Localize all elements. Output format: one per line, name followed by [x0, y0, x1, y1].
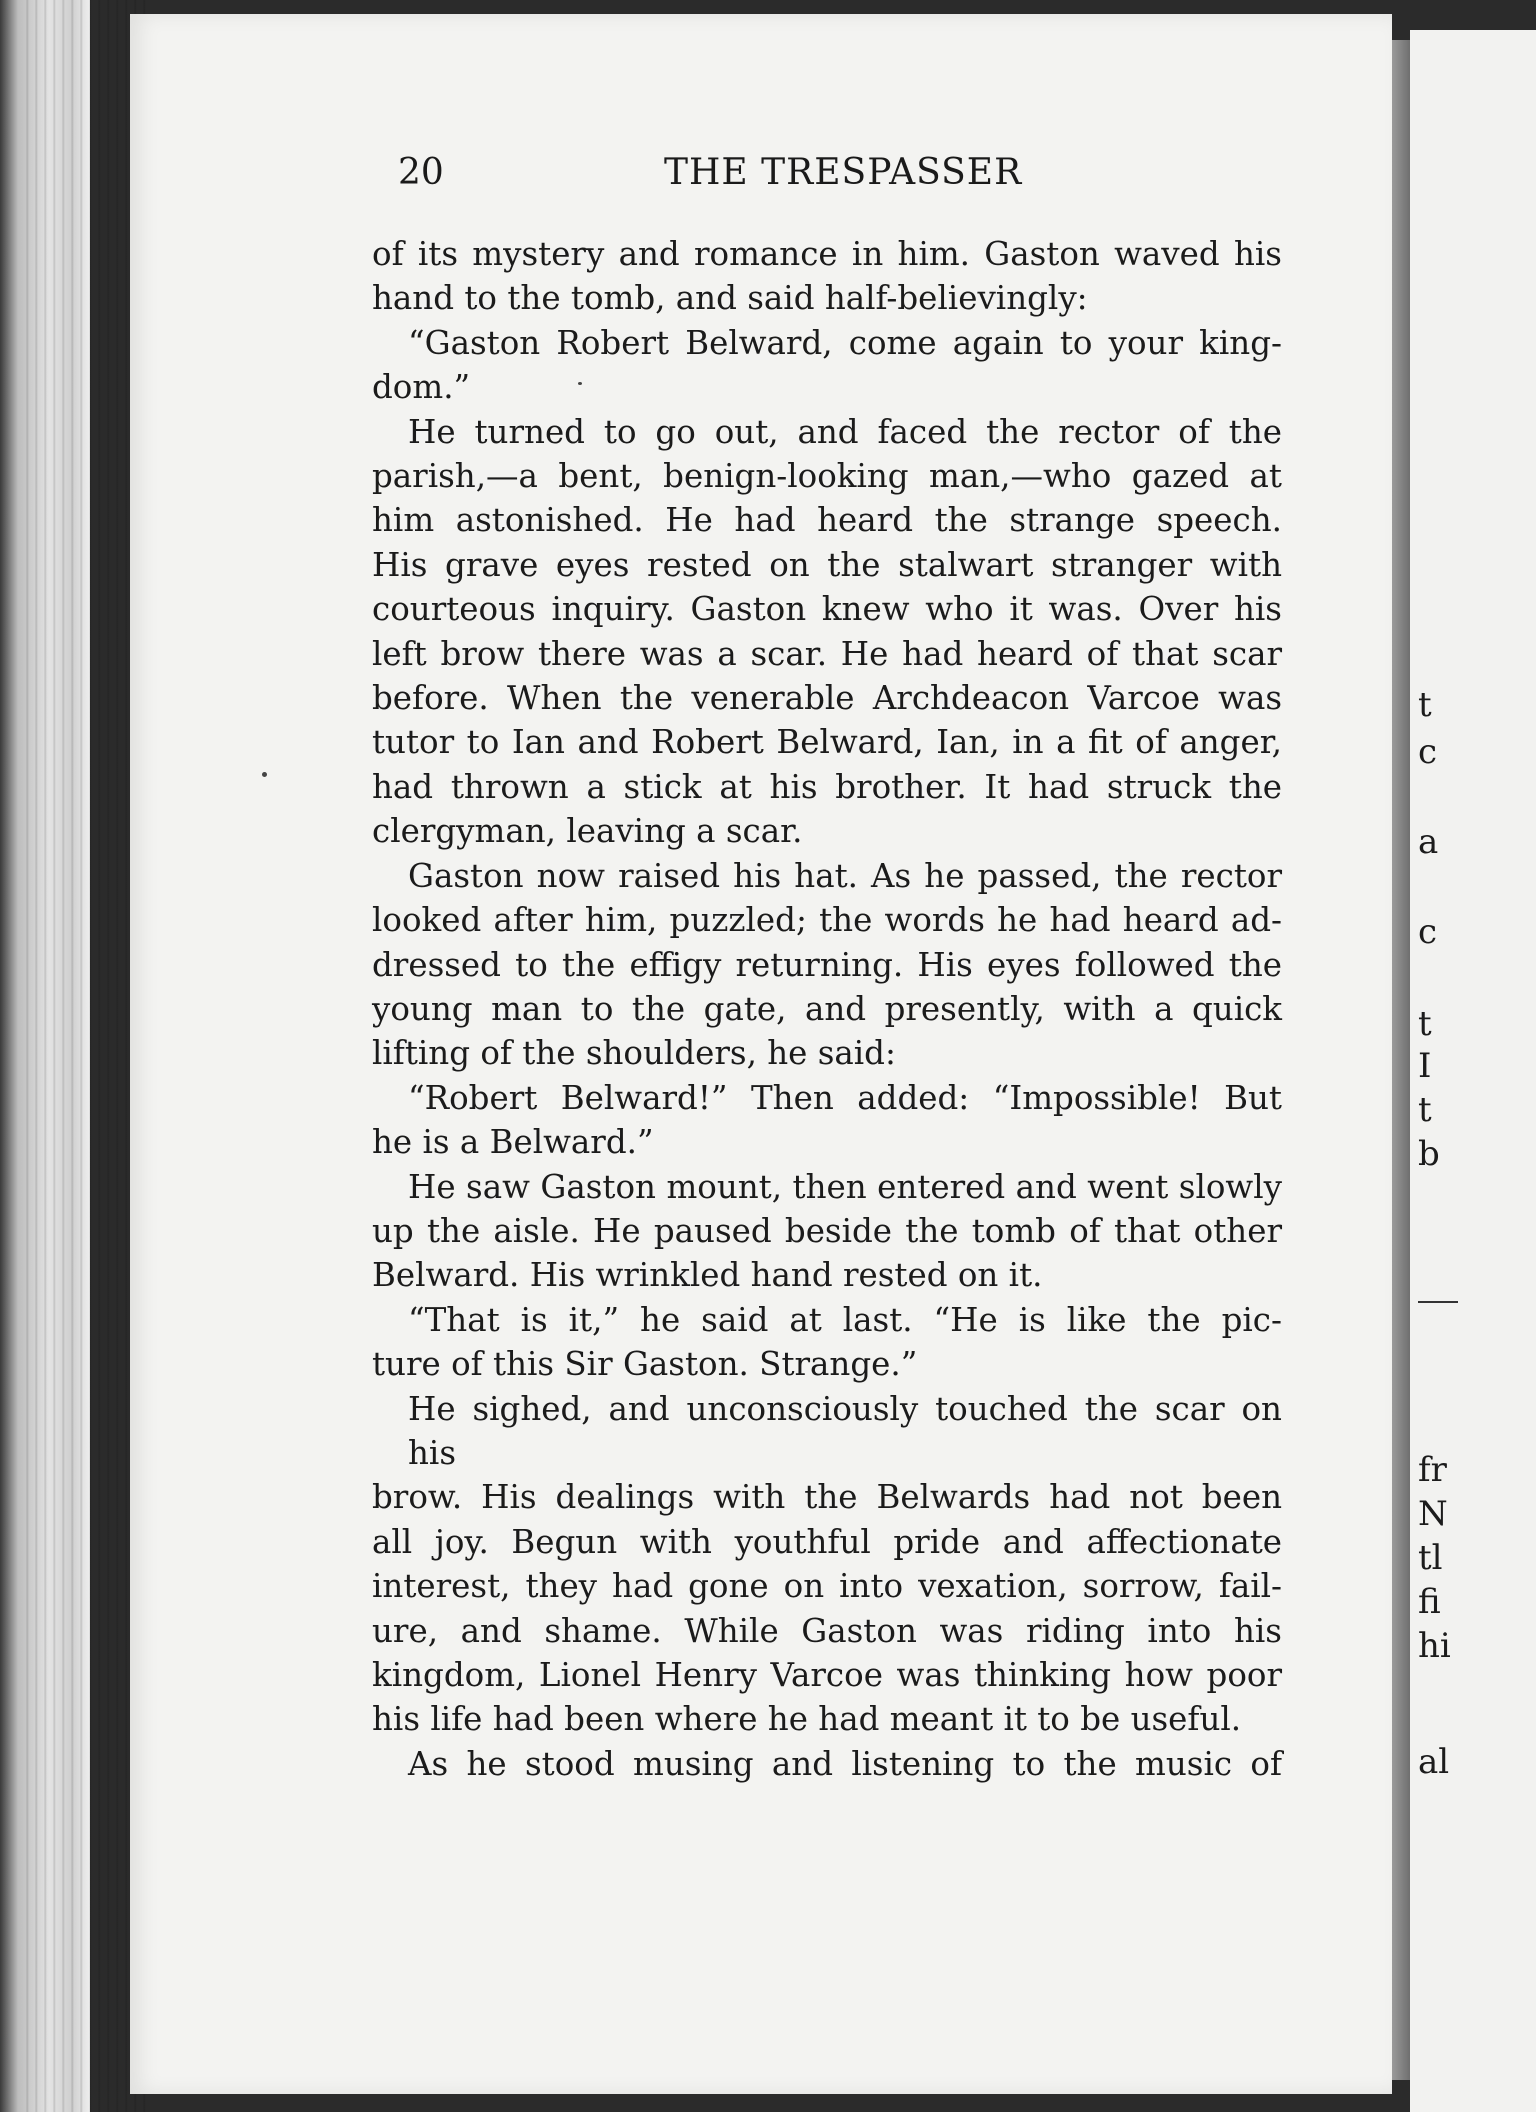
facing-page-fragment: hi: [1418, 1626, 1451, 1666]
text-line: As he stood musing and listening to the music of: [408, 1744, 1282, 1783]
facing-page-fragment: I: [1418, 1046, 1432, 1086]
text-line: had thrown a stick at his brother. It had struck the: [372, 767, 1282, 806]
text-line: “Gaston Robert Belward, come again to your king-: [408, 323, 1282, 362]
text-line: of its mystery and romance in him. Gaston waved his: [372, 235, 1282, 273]
facing-page: [1410, 30, 1536, 2112]
running-head: [398, 152, 1278, 212]
text-line: ure, and shame. While Gaston was riding into his: [372, 1611, 1282, 1650]
text-line: “That is it,” he said at last. “He is like the pic-: [408, 1300, 1282, 1339]
print-speck: [262, 772, 267, 777]
text-line: courteous inquiry. Gaston knew who it was. Over his: [372, 590, 1282, 629]
running-title: THE TRESPASSER: [664, 152, 1023, 193]
page-number: 20: [398, 152, 444, 193]
facing-page-fragment: c: [1418, 912, 1438, 952]
text-line: ture of this Sir Gaston. Strange.”: [372, 1345, 918, 1384]
text-line: clergyman, leaving a scar.: [372, 812, 803, 851]
text-line: He saw Gaston mount, then entered and went slowly: [408, 1167, 1282, 1206]
text-line: tutor to Ian and Robert Belward, Ian, in a fit of anger,: [372, 723, 1282, 762]
text-line: hand to the tomb, and said half-believingly:: [372, 279, 1088, 318]
text-line: left brow there was a scar. He had heard of that scar: [372, 634, 1282, 673]
text-line: up the aisle. He paused beside the tomb of that other: [372, 1211, 1282, 1250]
text-line: looked after him, puzzled; the words he had heard ad-: [372, 901, 1282, 940]
text-line: Gaston now raised his hat. As he passed, the rector: [408, 856, 1282, 895]
text-line: young man to the gate, and presently, with a quick: [372, 989, 1282, 1028]
facing-page-fragment: t: [1418, 685, 1432, 725]
facing-page-fragment: c: [1418, 732, 1438, 772]
facing-page-fragment: fr: [1418, 1450, 1447, 1490]
text-line: “Robert Belward!” Then added: “Impossible! But: [408, 1078, 1282, 1117]
text-line: he is a Belward.”: [372, 1123, 654, 1162]
text-line: his life had been where he had meant it to be useful.: [372, 1700, 1242, 1739]
text-line: dom.”: [372, 368, 471, 407]
facing-page-fragment: t: [1418, 1090, 1432, 1130]
text-line: kingdom, Lionel Henry Varcoe was thinking how poor: [372, 1656, 1282, 1694]
text-line: all joy. Begun with youthful pride and affectionate: [372, 1522, 1282, 1561]
text-line: He sighed, and unconsciously touched the scar on his: [408, 1389, 1282, 1472]
facing-page-fragment: tl: [1418, 1538, 1443, 1578]
facing-page-fragment: a: [1418, 822, 1439, 862]
text-line: Belward. His wrinkled hand rested on it.: [372, 1256, 1043, 1295]
text-line: him astonished. He had heard the strange speech.: [372, 501, 1282, 540]
facing-page-fragment: t: [1418, 1004, 1432, 1044]
text-line: before. When the venerable Archdeacon Varcoe was: [372, 679, 1282, 718]
text-line: His grave eyes rested on the stalwart stranger with: [372, 545, 1282, 584]
facing-page-fragment: al: [1418, 1742, 1450, 1782]
text-line: interest, they had gone on into vexation, sorrow, fail-: [372, 1567, 1282, 1606]
book-spine-shadow: [1392, 40, 1410, 2080]
facing-page-fragment: fi: [1418, 1582, 1441, 1622]
text-line: parish,—a bent, benign-looking man,—who gazed at: [372, 457, 1282, 496]
text-line: He turned to go out, and faced the rector of the: [408, 412, 1282, 451]
text-line: lifting of the shoulders, he said:: [372, 1034, 896, 1073]
text-line: dressed to the effigy returning. His eyes followed the: [372, 945, 1282, 984]
text-line: brow. His dealings with the Belwards had not been: [372, 1478, 1282, 1517]
facing-page-fragment: N: [1418, 1494, 1448, 1534]
facing-page-fragment: b: [1418, 1134, 1440, 1174]
facing-page-rule: [1418, 1301, 1458, 1303]
body-text: [372, 232, 1282, 1786]
